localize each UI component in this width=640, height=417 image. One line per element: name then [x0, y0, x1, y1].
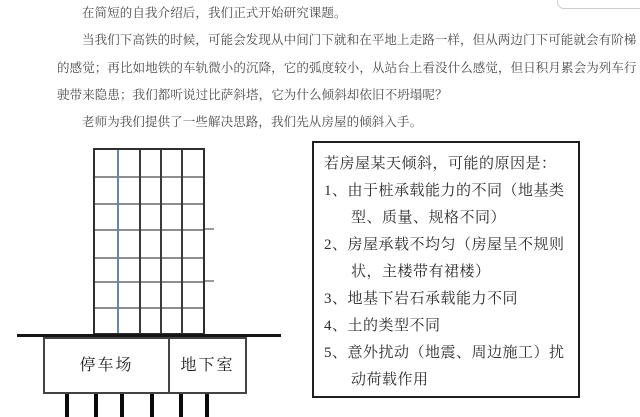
building-floor-line [95, 307, 203, 309]
basement-label: 地下室 [180, 357, 235, 374]
building-floor-line [95, 257, 203, 259]
paragraph-line: 当我们下高铁的时候，可能会发现从中间门下就和在平地上走路一样，但从两边门下可能就会有阶梯 [82, 33, 637, 48]
building-column-line [139, 150, 141, 333]
reasons-line: 3、地基下岩石承载能力不同 [324, 291, 519, 307]
reasons-line: 状，主楼带有裙楼） [351, 264, 491, 280]
reasons-line: 5、意外扰动（地震、周边施工）扰 [324, 345, 565, 361]
building-column-line [181, 150, 183, 333]
foundation-pile [150, 394, 154, 417]
paragraph-line: 老师为我们提供了一些解决思路，我们先从房屋的倾斜入手。 [82, 115, 423, 129]
foundation-pile [179, 394, 183, 417]
building-floor-line [95, 176, 203, 178]
reasons-line: 动荷载作用 [351, 372, 429, 388]
foundation-pile [65, 394, 69, 417]
reasons-line: 1、由于桩承载能力的不同（地基类 [324, 183, 565, 199]
underground-structure [43, 337, 247, 394]
foundation-pile [120, 394, 124, 417]
grid-overshoot-tick [205, 280, 214, 282]
building-figure [93, 148, 205, 335]
building-floor-line [95, 281, 203, 283]
paragraph-line: 驶带来隐患；我们都听说过比萨斜塔，它为什么倾斜却依旧不坍塌呢？ [57, 87, 448, 102]
paragraph-block [57, 0, 637, 136]
grid-overshoot-tick [205, 228, 214, 230]
reasons-line: 4、土的类型不同 [324, 318, 441, 334]
reasons-title: 若房屋某天倾斜，可能的原因是： [324, 156, 557, 172]
building-floor-line [95, 203, 203, 205]
paragraph-line: 的感觉；再比如地铁的车轨微小的沉降，它的弧度较小，从站台上看没什么感觉，但日积月累会为列车行 [57, 60, 637, 75]
building-blue-line [117, 150, 119, 333]
foundation-pile [205, 394, 209, 417]
reasons-box [312, 141, 580, 398]
building-floor-line [95, 229, 203, 231]
paragraph-line: 在简短的自我介绍后，我们正式开始研究课题。 [82, 6, 347, 20]
parking-label: 停车场 [79, 357, 134, 374]
reasons-line: 2、房屋承载不均匀（房屋呈不规则 [324, 237, 565, 253]
reasons-line: 型、质量、规格不同） [351, 210, 507, 226]
building-column-line [160, 150, 162, 333]
foundation-pile [94, 394, 98, 417]
